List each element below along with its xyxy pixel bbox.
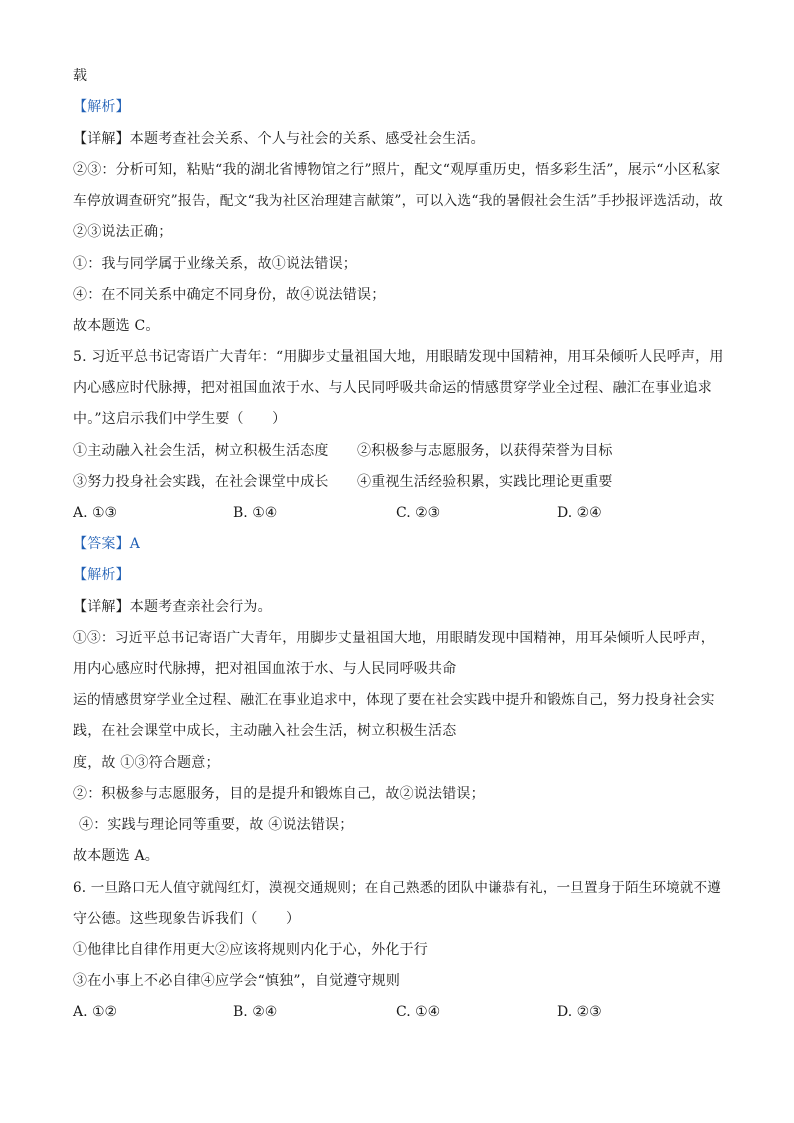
analysis-heading: 【解析】 xyxy=(73,567,130,583)
q6-option-c: C. ①④ xyxy=(396,1004,441,1020)
q6-option-a: A. ①② xyxy=(73,1004,118,1020)
text-line: 践，在社会课堂中成长，主动融入社会生活，树立积极生活态 xyxy=(73,723,457,739)
text-line: ①③：习近平总书记寄语广大青年，用脚步丈量祖国大地，用眼睛发现中国精神，用耳朵倾听人民呼声， xyxy=(73,630,715,646)
text-line: ②③说法正确； xyxy=(73,224,173,240)
q5-option-d: D. ②④ xyxy=(557,505,602,521)
question-5-statements: ①主动融入社会生活，树立积极生活态度 ②积极参与志愿服务，以获得荣誉为目标 xyxy=(73,443,613,459)
q5-option-c: C. ②③ xyxy=(396,505,441,521)
text-line: 【详解】本题考查社会关系、个人与社会的关系、感受社会生活。 xyxy=(73,131,485,147)
question-5-statements: ③努力投身社会实践，在社会课堂中成长 ④重视生活经验积累，实践比理论更重要 xyxy=(73,474,613,490)
analysis-heading: 【解析】 xyxy=(73,99,130,115)
q6-option-b: B. ②④ xyxy=(233,1004,278,1020)
question-5-stem: 内心感应时代脉搏，把对祖国血浓于水、与人民同呼吸共命运的情感贯穿学业全过程、融汇在事业追求 xyxy=(73,380,712,396)
question-5-stem: 中。”这启示我们中学生要（ ） xyxy=(73,411,287,427)
q5-option-b: B. ①④ xyxy=(233,505,278,521)
q6-option-d: D. ②③ xyxy=(557,1004,602,1020)
q5-option-a: A. ①③ xyxy=(73,505,118,521)
text-line: 【详解】本题考查亲社会行为。 xyxy=(73,599,272,615)
text-line: ①：我与同学属于业缘关系，故①说法错误； xyxy=(73,256,357,272)
question-5-stem: 5. 习近平总书记寄语广大青年：“用脚步丈量祖国大地，用眼睛发现中国精神，用耳朵倾听人民呼声，用 xyxy=(73,349,724,365)
text-line: ②：积极参与志愿服务，目的是提升和锻炼自己，故②说法错误； xyxy=(73,786,485,802)
text-line: 车停放调查研究”报告，配文“我为社区治理建言献策”，可以入选“我的暑假社会生活”手抄报评选活动，故 xyxy=(73,193,723,209)
text-line: ④：在不同关系中确定不同身份，故④说法错误； xyxy=(73,287,386,303)
question-6-stem: 6. 一旦路口无人值守就闯红灯，漠视交通规则；在自己熟悉的团队中谦恭有礼，一旦置身于陌生环境就不遵 xyxy=(73,880,721,896)
text-line: 用内心感应时代脉搏，把对祖国血浓于水、与人民同呼吸共命 xyxy=(73,661,457,677)
text-line: 故本题选 C。 xyxy=(73,318,160,334)
text-line: 故本题选 A。 xyxy=(73,848,159,864)
question-6-stem: 守公德。这些现象告诉我们（ ） xyxy=(73,911,301,927)
text-line: ④：实践与理论同等重要，故 ④说法错误； xyxy=(79,817,354,833)
text-line: 载 xyxy=(73,68,88,84)
text-line: ②③：分析可知，粘贴“我的湖北省博物馆之行”照片，配文“观厚重历史，悟多彩生活”，展示“小区私家 xyxy=(73,162,721,178)
question-6-statements: ①他律比自律作用更大②应该将规则内化于心，外化于行 xyxy=(73,942,428,958)
text-line: 度，故 ①③符合题意； xyxy=(73,755,220,771)
text-line: 运的情感贯穿学业全过程、融汇在事业追求中，体现了要在社会实践中提升和锻炼自己，努力投身社会实 xyxy=(73,692,715,708)
question-6-statements: ③在小事上不必自律④应学会“慎独”，自觉遵守规则 xyxy=(73,973,401,989)
answer-heading: 【答案】A xyxy=(73,536,141,552)
